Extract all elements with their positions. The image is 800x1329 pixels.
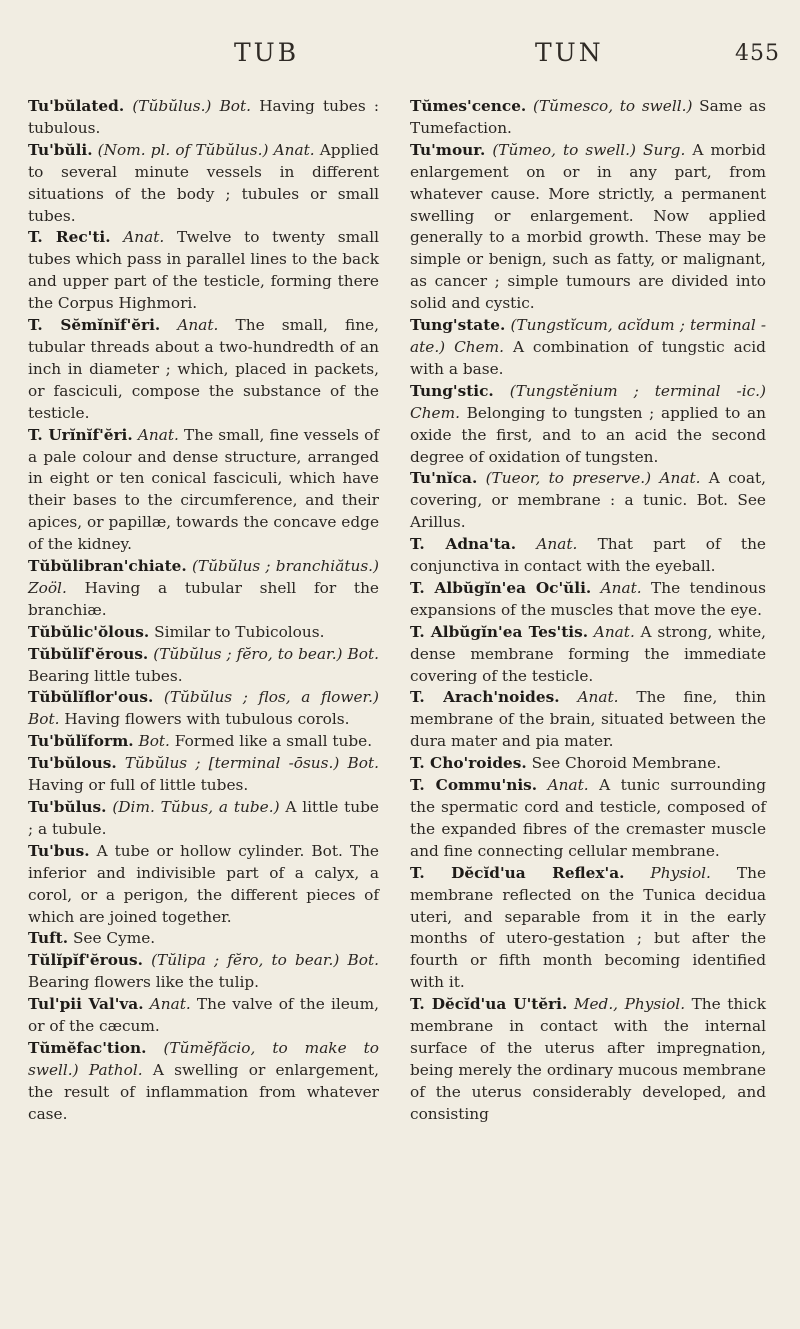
dictionary-entry (28, 425, 379, 556)
entry-subject-label: Bot. (347, 644, 379, 663)
entry-definition: See Cyme. (72, 929, 156, 948)
entry-headword: Tung'stic. (410, 381, 494, 400)
dictionary-entry (28, 315, 379, 425)
entry-etymology: (Tŭmeo, to swell.) (492, 140, 636, 159)
entry-etymology: Tŭbŭlus ; [terminal -ōsus.) (124, 754, 340, 773)
entry-definition: The tendinous expansions of the muscles that move the eye. (410, 578, 766, 619)
entry-etymology: (Tueor, to preserve.) (485, 469, 652, 488)
entry-subject-label: Anat. (577, 688, 619, 707)
entry-headword: Tŭbŭlĭf'ĕrous. (28, 644, 149, 663)
entry-headword: Tu'bŭlous. (28, 754, 117, 773)
dictionary-entry (410, 687, 766, 753)
entry-headword: Tŭlĭpĭf'ĕrous. (28, 951, 143, 970)
entry-headword: Tŭbŭlibran'chiate. (28, 557, 187, 576)
dictionary-entry (410, 753, 766, 775)
entry-headword: T. Arach'noides. (410, 688, 560, 707)
entry-etymology: (Tŭlipa ; fĕro, to bear.) (151, 951, 340, 970)
dictionary-entry (410, 534, 766, 578)
dictionary-entry (28, 994, 379, 1038)
dictionary-entry (28, 556, 379, 622)
entry-subject-label: Physiol. (650, 863, 711, 882)
dictionary-entry (28, 928, 379, 950)
dictionary-entry (410, 863, 766, 994)
entry-etymology: (Tŭbŭlus ; branchiătus.) (191, 557, 379, 576)
entry-definition: Same as Tumefaction. (410, 97, 766, 137)
entry-subject-label: Chem. (454, 337, 505, 356)
entry-subject-label: Med., Physiol. (573, 995, 686, 1014)
entry-definition: A combination of tungstic acid with a base. (410, 337, 766, 378)
dictionary-entry (28, 687, 379, 731)
entry-headword: Tuft. (28, 929, 69, 948)
dictionary-entry (410, 994, 766, 1125)
dictionary-entry (28, 622, 379, 644)
entry-headword: T. Albŭgĭn'ea Tes'tis. (410, 622, 589, 641)
dictionary-entry (410, 775, 766, 863)
entry-headword: Tu'bŭlus. (28, 798, 107, 816)
entry-definition: Bearing little tubes. (28, 666, 183, 685)
entry-subject-label: Bot. (28, 710, 60, 729)
entry-subject-label: Chem. (410, 403, 460, 422)
entry-headword: Tu'nĭca. (410, 469, 478, 488)
dictionary-entry (28, 227, 379, 315)
entry-etymology: (Tŭmesco, to swell.) (532, 97, 693, 115)
dictionary-entry (28, 950, 379, 994)
entry-definition: The thick membrane in contact with the internal surface of the uterus after impregnation, being merely the ordinary mucous membrane of the uterus considerably developed, and consisting (410, 995, 766, 1123)
entry-definition: The membrane reflected on the Tunica decidua uteri, and separable from it in the early months of utero-gestation ; but after the fourth or fifth month becoming identified with it. (410, 863, 766, 992)
entry-headword: Tu'bŭli. (28, 140, 93, 159)
entry-subject-label: Anat. (593, 622, 635, 641)
entry-subject-label: Anat. (536, 535, 578, 554)
entry-definition: Bearing flowers like the tulip. (28, 973, 260, 992)
entry-definition: A tunic surrounding the spermatic cord and testicle, composed of the expanded fibres of the cremaster muscle and fine connecting cellular membrane. (410, 776, 766, 860)
entry-headword: T. Adna'ta. (410, 535, 517, 554)
entry-headword: T. Dĕcĭd'ua Reflex'a. (410, 863, 625, 882)
dictionary-entry (410, 622, 766, 688)
entry-headword: Tu'mour. (410, 140, 486, 159)
left-column (28, 96, 379, 1126)
dictionary-entry (28, 96, 379, 140)
entry-headword: T. Albŭgĭn'ea Oc'ŭli. (410, 578, 592, 597)
dictionary-entry (28, 841, 379, 929)
entry-subject-label: Anat. (273, 140, 315, 159)
entry-headword: T. Rec'ti. (28, 228, 111, 247)
entry-subject-label: Bot. (138, 732, 170, 751)
dictionary-entry (410, 96, 766, 140)
entry-definition: The valve of the ileum, or of the cæcum. (28, 995, 380, 1036)
entry-headword: Tŭbŭlĭflor'ous. (28, 688, 154, 707)
dictionary-entry (28, 140, 379, 228)
entry-subject-label: Bot. (219, 97, 252, 115)
dictionary-entry (410, 315, 766, 381)
entry-subject-label: Anat. (149, 995, 191, 1014)
entry-definition: A tube or hollow cylinder. Bot. The inferior and indivisible part of a calyx, a corol, or a perigon, the different pieces of which are joined together. (28, 841, 379, 926)
entry-definition: Belonging to tungsten ; applied to an oxide the first, and to an acid the second degree of oxidation of tungsten. (410, 403, 767, 466)
dictionary-entry (410, 578, 766, 622)
entry-definition: Having flowers with tubulous corols. (64, 710, 350, 729)
entry-headword: Tul'pii Val'va. (28, 995, 144, 1014)
entry-definition: Having tubes : tubulous. (28, 97, 379, 137)
entry-definition: A coat, covering, or membrane : a tunic. Bot. See Arillus. (410, 469, 766, 532)
dictionary-entry (28, 644, 379, 688)
right-column (410, 96, 766, 1126)
entry-headword: T. Sĕmĭnĭf'ĕri. (28, 316, 161, 335)
entry-etymology: (Dim. Tŭbus, a tube.) (112, 798, 280, 816)
entry-subject-label: Bot. (347, 754, 379, 773)
entry-subject-label: Anat. (547, 776, 589, 795)
entry-headword: Tŭmĕfac'tion. (28, 1038, 147, 1057)
entry-etymology: (Tungstĕnium ; terminal -ic.) (509, 381, 766, 400)
entry-definition: Having a tubular shell for the branchiæ. (28, 578, 379, 619)
entry-headword: T. Dĕcĭd'ua U'tĕri. (410, 995, 568, 1014)
entry-subject-label: Anat. (177, 316, 219, 335)
entry-definition: A strong, white, dense membrane forming the immediate covering of the testicle. (410, 622, 766, 685)
entry-subject-label: Bot. (347, 951, 379, 970)
dictionary-entry (28, 797, 379, 841)
dictionary-entry (28, 731, 379, 753)
dictionary-entry (410, 468, 766, 534)
page-number: 455 (735, 41, 780, 66)
entry-definition: Formed like a small tube. (174, 732, 373, 751)
entry-subject-label: Pathol. (88, 1060, 143, 1079)
entry-definition: See Choroid Membrane. (531, 754, 722, 773)
entry-etymology: (Tŭbŭlus ; flos, a flower.) (163, 688, 379, 707)
entry-definition: A morbid enlargement on or in any part, from whatever cause. More strictly, a permanent swelling or enlargement. Now applied generally to a morbid growth. These may be simple or benign, such as fatty, or malignant, as cancer ; simple tumours are divided into solid and cystic. (410, 140, 766, 313)
entry-definition: Twelve to twenty small tubes which pass in parallel lines to the back and upper part of the testicle, forming there the Corpus Highmori. (28, 228, 379, 313)
entry-definition: That part of the conjunctiva in contact with the eyeball. (410, 535, 766, 576)
entry-etymology: (Tŭmĕfăcio, to make to swell.) (28, 1038, 379, 1079)
dictionary-entry (28, 753, 379, 797)
entry-headword: Tu'bus. (28, 841, 90, 860)
entry-subject-label: Anat. (659, 469, 701, 488)
dictionary-entry (410, 140, 766, 315)
entry-headword: T. Urĭnĭf'ĕri. (28, 425, 133, 444)
entry-headword: T. Commu'nis. (410, 776, 538, 795)
entry-headword: Tŭmes'cence. (410, 97, 527, 115)
entry-definition: A swelling or enlargement, the result of inflammation from whatever case. (28, 1060, 379, 1123)
entry-subject-label: Surg. (643, 140, 686, 159)
entry-definition: Similar to Tubicolous. (154, 622, 325, 641)
entry-etymology: (Tŭbŭlus.) (132, 97, 212, 115)
entry-headword: Tŭbŭlic'ŏlous. (28, 622, 150, 641)
entry-headword: T. Cho'roides. (410, 754, 527, 773)
header-right-guide-word: TUN (535, 38, 604, 67)
header-left-guide-word: TUB (234, 38, 300, 67)
entry-etymology: (Nom. pl. of Tŭbŭlus.) (97, 140, 269, 159)
entry-definition: Applied to several minute vessels in different situations of the body ; tubules or small tubes. (28, 140, 379, 225)
entry-definition: The small, fine vessels of a pale colour and dense structure, arranged in eight or ten conical fasciculi, which have their bases to the circumference, and their apices, or papillæ, towards the concave edge of the kidney. (28, 425, 379, 554)
entry-subject-label: Anat. (137, 425, 179, 444)
dictionary-entry (410, 381, 766, 469)
entry-definition: The small, fine, tubular threads about a two-hundredth of an inch in diameter ; which, placed in packets, or fasciculi, compose the substance of the testicle. (28, 316, 379, 422)
entry-definition: The fine, thin membrane of the brain, situated between the dura mater and pia mater. (410, 688, 766, 751)
entry-headword: Tung'state. (410, 316, 506, 335)
entry-subject-label: Anat. (600, 578, 642, 597)
entry-subject-label: Anat. (123, 228, 165, 247)
entry-headword: Tu'bŭlĭform. (28, 732, 134, 751)
entry-etymology: (Tungstĭcum, acĭdum ; terminal -ate.) (410, 316, 766, 356)
entry-headword: Tu'bŭlated. (28, 97, 125, 115)
running-header (0, 38, 800, 78)
entry-subject-label: Zoöl. (28, 578, 67, 597)
dictionary-entry (28, 1038, 379, 1126)
entry-etymology: (Tŭbŭlus ; fĕro, to bear.) (153, 644, 343, 663)
entry-definition: Having or full of little tubes. (28, 776, 249, 795)
entry-definition: A little tube ; a tubule. (28, 798, 379, 838)
